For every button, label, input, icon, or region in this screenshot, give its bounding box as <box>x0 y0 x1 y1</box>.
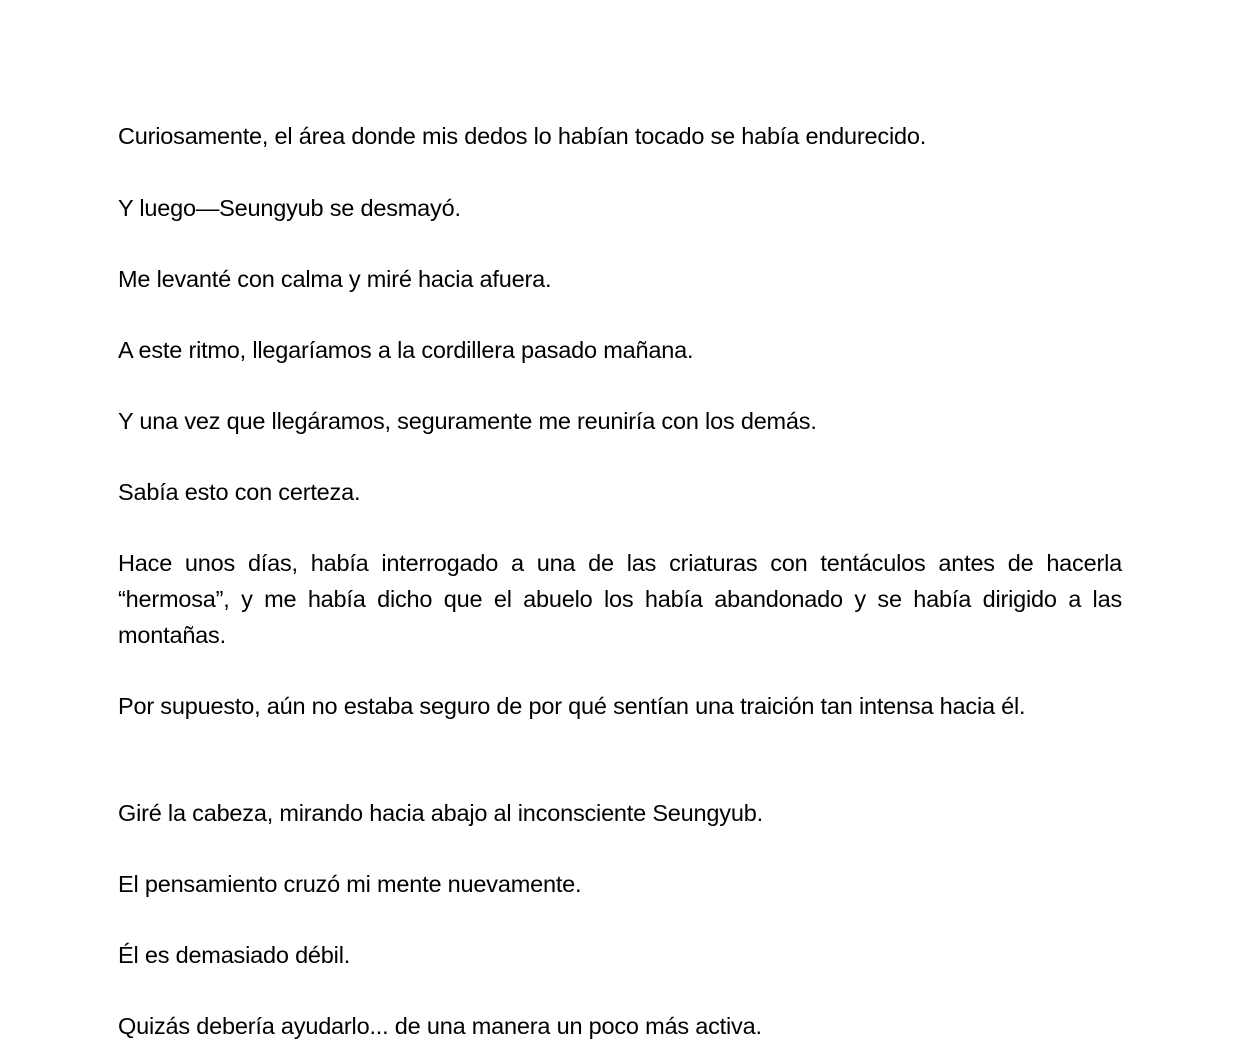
paragraph-5: Y una vez que llegáramos, seguramente me reuniría con los demás. <box>118 408 817 434</box>
paragraph-9: Giré la cabeza, mirando hacia abajo al inconsciente Seungyub. <box>118 800 763 826</box>
paragraph-3: Me levanté con calma y miré hacia afuera. <box>118 266 552 292</box>
paragraph-11: Él es demasiado débil. <box>118 942 351 968</box>
paragraph-6: Sabía esto con certeza. <box>118 479 361 505</box>
paragraph-10: El pensamiento cruzó mi mente nuevamente. <box>118 871 582 897</box>
paragraph-12: Quizás debería ayudarlo... de una manera un poco más activa. <box>118 1013 762 1039</box>
paragraph-8: Por supuesto, aún no estaba seguro de por qué sentían una traición tan intensa hacia él. <box>118 693 1026 719</box>
paragraph-1: Curiosamente, el área donde mis dedos lo habían tocado se había endurecido. <box>118 123 927 149</box>
paragraph-4: A este ritmo, llegaríamos a la cordillera pasado mañana. <box>118 337 694 363</box>
paragraph-7: Hace unos días, había interrogado a una de las criaturas con tentáculos antes de hacerla “hermosa”, y me había dicho que el abuelo los había abandonado y se había dirigido a las montañas. <box>118 550 1122 648</box>
paragraph-2: Y luego—Seungyub se desmayó. <box>118 195 461 221</box>
